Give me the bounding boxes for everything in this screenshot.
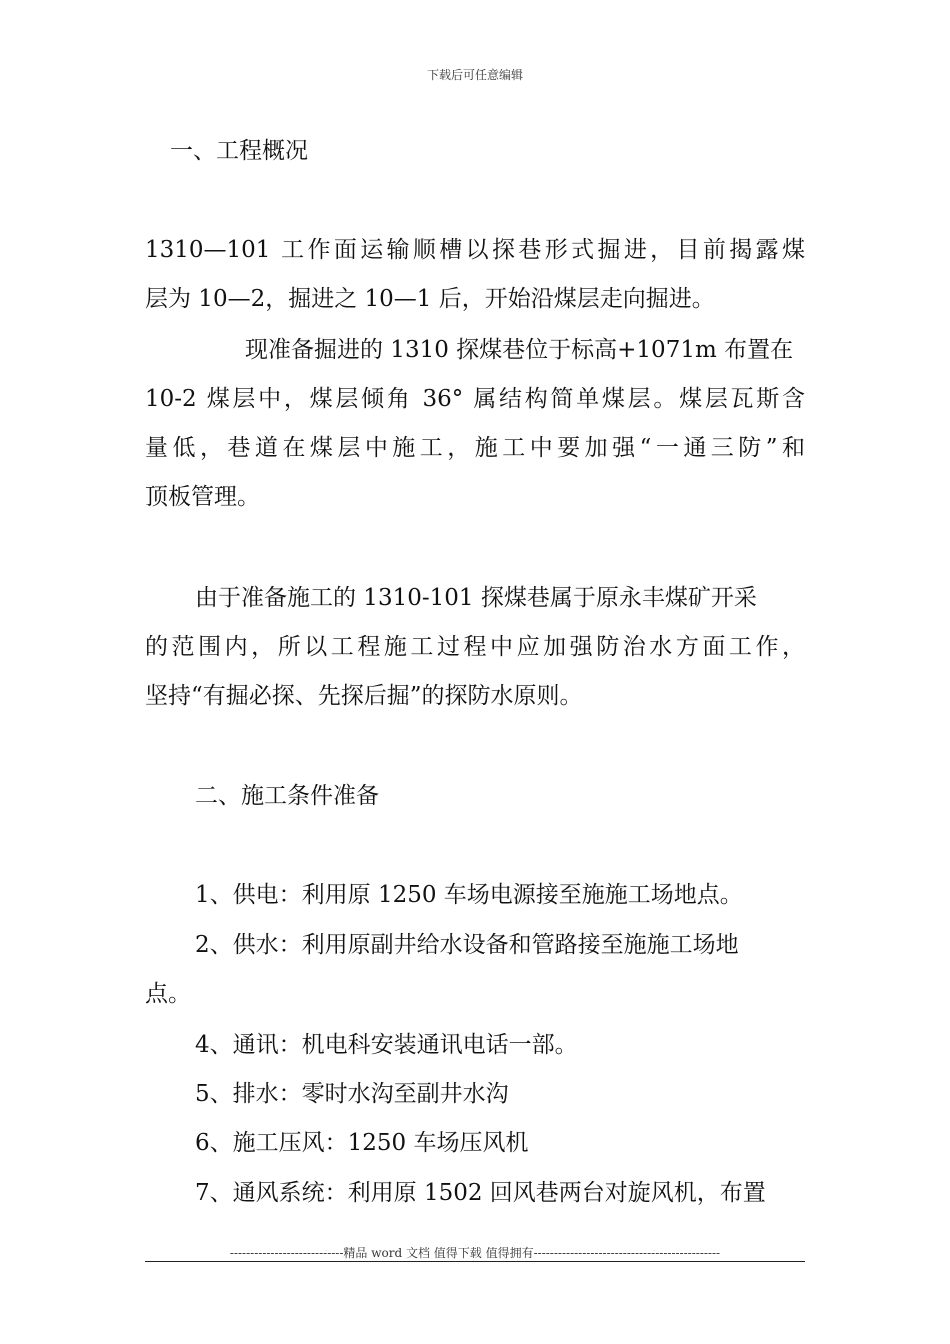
section-1-title: 一、工程概况 xyxy=(170,138,308,164)
paragraph-3-line-2: 的范围内，所以工程施工过程中应加强防治水方面工作， xyxy=(145,634,805,660)
list-item-2-line-2: 点。 xyxy=(145,981,191,1007)
list-item-5: 5、排水：零时水沟至副井水沟 xyxy=(195,1081,509,1107)
footer-divider xyxy=(145,1261,805,1262)
paragraph-1-line-2: 层为 10—2，掘进之 10—1 后，开始沿煤层走向掘进。 xyxy=(145,286,715,312)
paragraph-2-line-1: 现准备掘进的 1310 探煤巷位于标高+1071m 布置在 xyxy=(245,337,794,363)
list-item-7: 7、通风系统：利用原 1502 回风巷两台对旋风机，布置 xyxy=(195,1180,766,1206)
paragraph-1-line-1: 1310—101 工作面运输顺槽以探巷形式掘进，目前揭露煤 xyxy=(145,237,805,263)
list-item-1: 1、供电：利用原 1250 车场电源接至施施工场地点。 xyxy=(195,882,743,908)
list-item-2-line-1: 2、供水：利用原副井给水设备和管路接至施施工场地 xyxy=(195,932,739,958)
list-item-4: 4、通讯：机电科安装通讯电话一部。 xyxy=(195,1032,578,1058)
paragraph-2-line-4: 顶板管理。 xyxy=(145,484,260,510)
header-note: 下载后可任意编辑 xyxy=(426,68,523,82)
section-2-title: 二、施工条件准备 xyxy=(195,783,379,809)
footer-text: ----------------------------精品 word 文档 值得下载 值得拥有---------------------------------------------- xyxy=(229,1246,721,1260)
paragraph-3-line-3: 坚持“有掘必探、先探后掘”的探防水原则。 xyxy=(145,683,583,709)
paragraph-3-line-1: 由于准备施工的 1310-101 探煤巷属于原永丰煤矿开采 xyxy=(195,585,757,611)
paragraph-2-line-2: 10-2 煤层中，煤层倾角 36° 属结构简单煤层。煤层瓦斯含 xyxy=(145,386,805,412)
list-item-6: 6、施工压风：1250 车场压风机 xyxy=(195,1130,529,1156)
paragraph-2-line-3: 量低，巷道在煤层中施工，施工中要加强“一通三防”和 xyxy=(145,435,805,461)
